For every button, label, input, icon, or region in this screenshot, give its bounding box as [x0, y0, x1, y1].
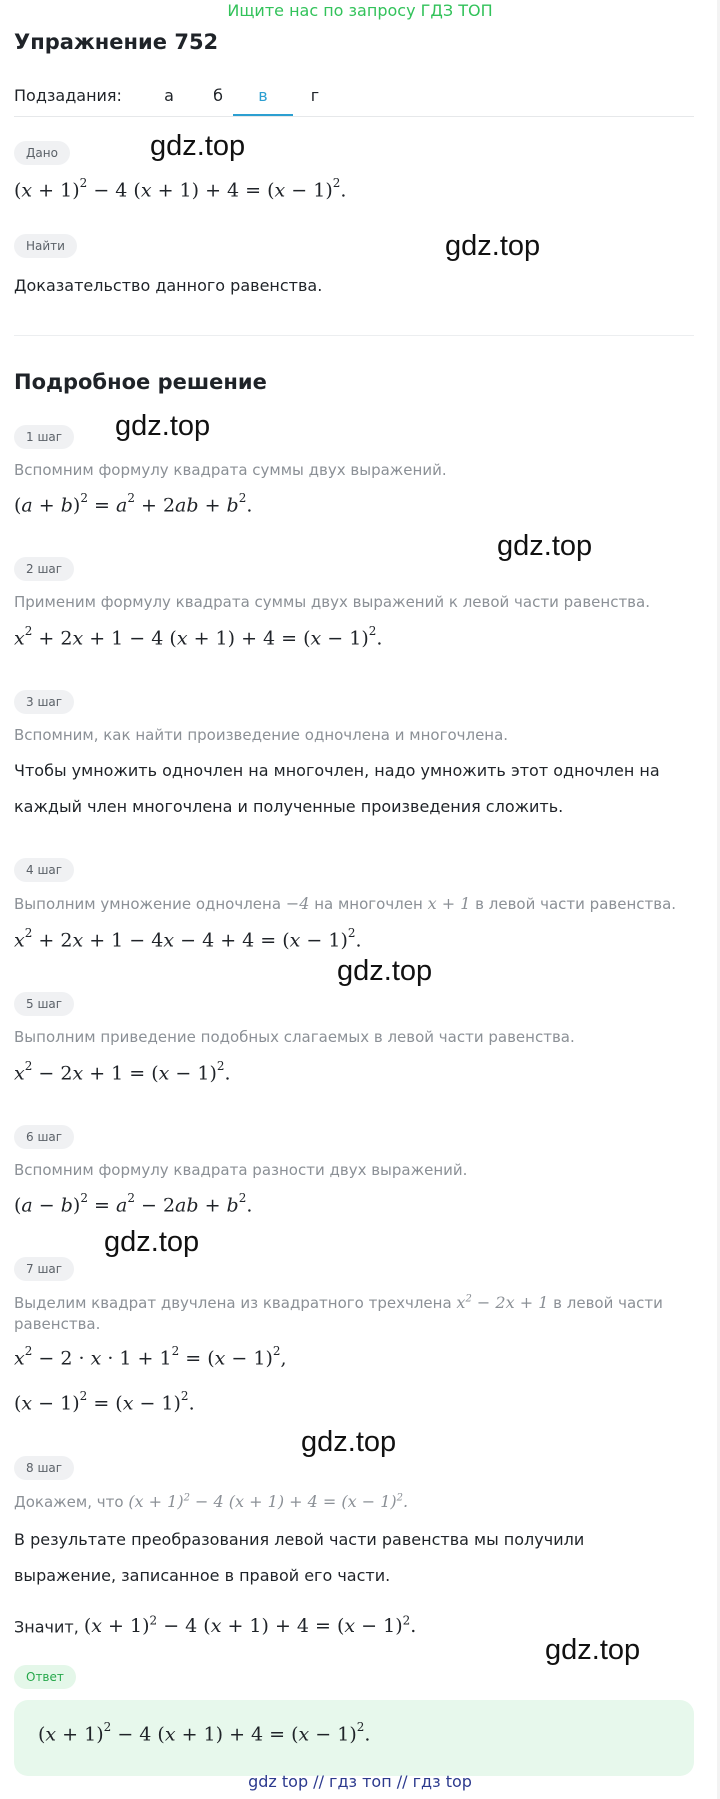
answer-equation: $(x + 1)^2 - 4$ $(x + 1) + 4 = (x - 1)^2$. [38, 1720, 371, 1746]
step-4-note-b: на многочлен [314, 895, 423, 913]
watermark: gdz.top [337, 955, 433, 987]
step-2-badge: 2 шаг [14, 557, 74, 581]
step-4-note-a: Выполним умножение одночлена [14, 895, 282, 913]
step-6-formula: $(a - b)^2 = a^2 - 2ab + b^2$. [14, 1191, 253, 1217]
step-3-text-2: каждый член многочлена и полученные произведения сложить. [14, 797, 564, 816]
step-7-note-b: в левой части [553, 1294, 663, 1312]
step-3-text-1: Чтобы умножить одночлен на многочлен, надо умножить этот одночлен на [14, 761, 660, 780]
step-8-note [14, 1492, 408, 1511]
step-4-note [14, 894, 676, 913]
subtasks-bar [14, 82, 694, 117]
answer-box [14, 1700, 694, 1776]
step-5-formula: $x^2 - 2x + 1 = (x - 1)^2$. [14, 1059, 231, 1085]
watermark: gdz.top [445, 230, 541, 262]
step-7-badge: 7 шаг [14, 1257, 74, 1281]
step-8-text-3 [14, 1604, 416, 1644]
answer-badge: Ответ [14, 1665, 76, 1689]
solution-title: Подробное решение [14, 370, 267, 394]
watermark: gdz.top [545, 1634, 641, 1666]
tab-b[interactable]: б [213, 86, 223, 105]
step-2-note: Применим формулу квадрата суммы двух выражений к левой части равенства. [14, 593, 650, 611]
find-text: Доказательство данного равенства. [14, 276, 323, 295]
step-8-note-a: Докажем, что [14, 1493, 124, 1511]
step-4-formula: $x^2 + 2x + 1 - 4x - 4 + 4 = (x - 1)^2$. [14, 926, 362, 952]
watermark: gdz.top [301, 1426, 397, 1458]
tab-a[interactable]: а [164, 86, 174, 105]
step-8-conclusion-equation: $(x + 1)^2 - 4$ $(x + 1) + 4 = (x - 1)^2$. [83, 1614, 417, 1638]
step-6-note: Вспомним формулу квадрата разности двух выражений. [14, 1161, 468, 1179]
step-3-note: Вспомним, как найти произведение одночлена и многочлена. [14, 726, 509, 744]
watermark: gdz.top [150, 130, 246, 162]
step-8-equation: $(x + 1)^2 - 4$ $(x + 1) + 4 = (x - 1)^2$. [128, 1492, 409, 1511]
step-4-badge: 4 шаг [14, 858, 74, 882]
step-7-formula-2: $(x - 1)^2 = (x - 1)^2$. [14, 1389, 195, 1415]
footer: gdz top // гдз топ // гдз top [248, 1772, 472, 1791]
step-5-note: Выполним приведение подобных слагаемых в левой части равенства. [14, 1028, 575, 1046]
step-7-note-c: равенства. [14, 1315, 101, 1333]
watermark: gdz.top [104, 1226, 200, 1258]
step-7-formula-1: $x^2 - 2 \cdot x \cdot 1 + 1^2 = (x - 1)^2$, [14, 1344, 287, 1370]
step-6-badge: 6 шаг [14, 1125, 74, 1149]
given-equation: $(x + 1)^2 - 4$ $(x + 1) + 4 = (x - 1)^2$. [14, 176, 347, 202]
given-badge: Дано [14, 141, 70, 165]
step-4-note-c: в левой части равенства. [475, 895, 677, 913]
step-1-note: Вспомним формулу квадрата суммы двух выражений. [14, 461, 447, 479]
watermark: gdz.top [497, 530, 593, 562]
watermark: gdz.top [115, 410, 211, 442]
step-8-badge: 8 шаг [14, 1456, 74, 1480]
top-banner: Ищите нас по запросу ГДЗ ТОП [227, 1, 493, 20]
find-badge: Найти [14, 234, 77, 258]
active-tab-underline [233, 114, 293, 116]
step-1-formula: $(a + b)^2 = a^2 + 2ab + b^2$. [14, 491, 253, 517]
step-7-trinomial: $x^2 - 2x + 1$ [456, 1293, 549, 1312]
step-7-note [14, 1293, 663, 1312]
tab-g[interactable]: г [310, 86, 320, 105]
step-4-polynomial: x + 1 [427, 894, 471, 913]
page-title: Упражнение 752 [14, 30, 219, 54]
step-8-text-2: выражение, записанное в правой его части. [14, 1566, 391, 1585]
step-8-text-1: В результате преобразования левой части равенства мы получили [14, 1530, 585, 1549]
step-3-badge: 3 шаг [14, 690, 74, 714]
divider [14, 335, 694, 336]
step-8-conclusion-label: Значит, [14, 1617, 79, 1637]
step-1-badge: 1 шаг [14, 425, 74, 449]
tab-v[interactable]: в [258, 86, 268, 105]
step-2-formula: $x^2 + 2x + 1 - 4$ $(x + 1) + 4 = (x - 1)^2$. [14, 624, 383, 650]
step-5-badge: 5 шаг [14, 992, 74, 1016]
subtasks-label: Подзадания: [14, 86, 122, 105]
step-7-note-a: Выделим квадрат двучлена из квадратного трехчлена [14, 1294, 452, 1312]
step-4-monomial: −4 [285, 894, 310, 913]
